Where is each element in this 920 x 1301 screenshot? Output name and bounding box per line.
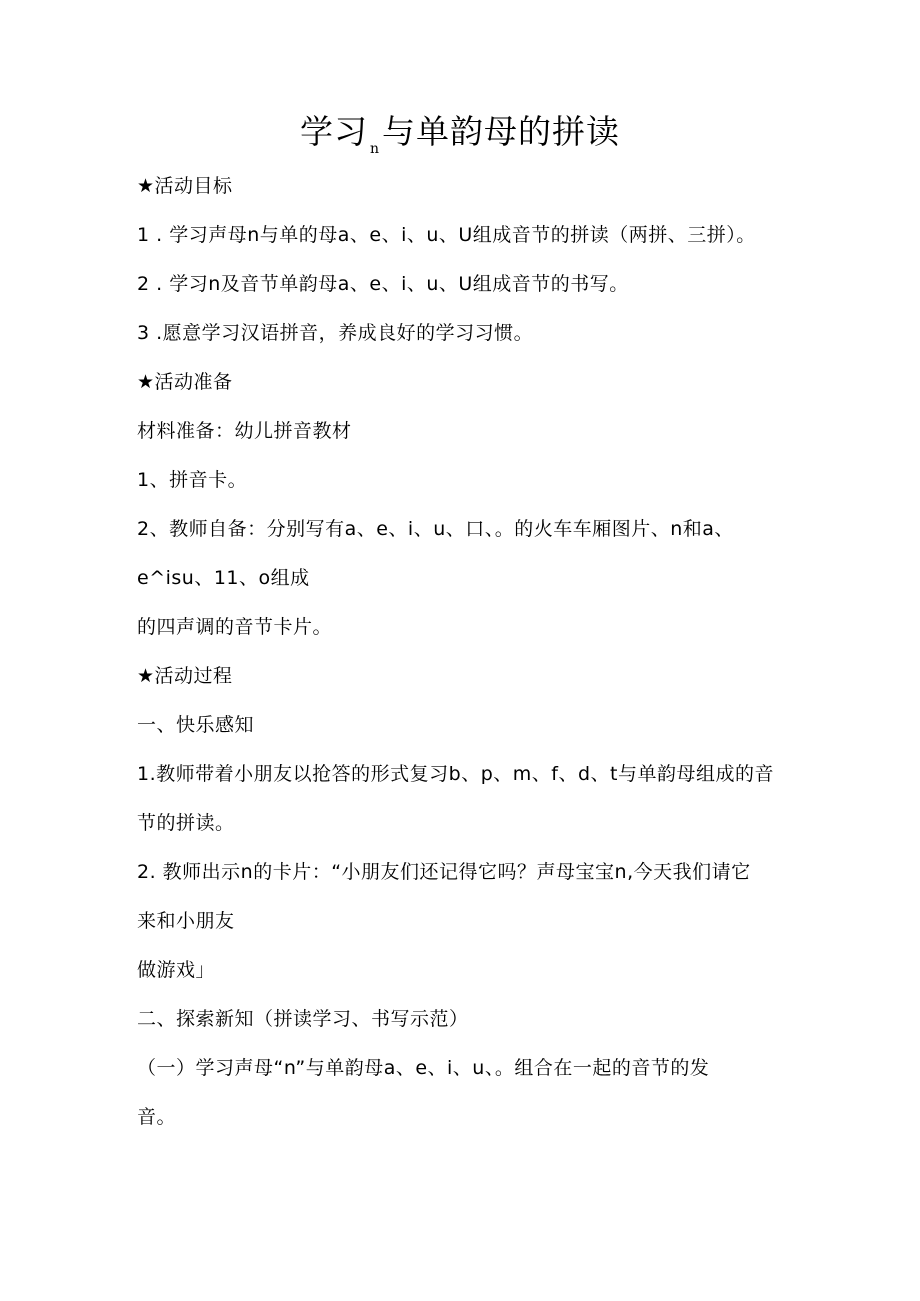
goal-item-3: 3 .愿意学习汉语拼音，养成良好的学习习惯。 bbox=[137, 322, 534, 344]
process-step-2-cont-1: 来和小朋友 bbox=[137, 910, 235, 932]
prep-item-1: 1、拼音卡。 bbox=[137, 469, 248, 491]
process-part-2-sub-1-cont: 音。 bbox=[137, 1106, 177, 1128]
prep-item-2: 2、教师自备：分别写有a、e、i、u、口、。的火车车厢图片、n和a、 bbox=[137, 518, 734, 540]
process-part-1-heading: 一、快乐感知 bbox=[137, 714, 255, 736]
prep-item-2-cont-2: 的四声调的音节卡片。 bbox=[137, 616, 333, 638]
process-step-2-cont-2: 做游戏」 bbox=[137, 959, 216, 981]
prep-item-2-cont-1: e^isu、11、o组成 bbox=[137, 567, 310, 589]
goal-item-1: 1 . 学习声母n与单的母a、e、i、u、U组成音节的拼读（两拼、三拼）。 bbox=[137, 224, 756, 246]
process-step-2: 2. 教师出示n的卡片：“小朋友们还记得它吗？声母宝宝n,今天我们请它 bbox=[137, 861, 751, 883]
process-step-1: 1.教师带着小朋友以抢答的形式复习b、p、m、f、d、t与单韵母组成的音 bbox=[137, 763, 774, 785]
title-subscript: n bbox=[369, 141, 381, 157]
section-heading-process: ★活动过程 bbox=[137, 665, 233, 687]
document-title bbox=[0, 108, 920, 163]
process-part-2-sub-1: （一）学习声母“n”与单韵母a、e、i、u、。组合在一起的音节的发 bbox=[137, 1057, 710, 1079]
material-preparation: 材料准备：幼儿拼音教材 bbox=[137, 420, 352, 442]
section-heading-goals: ★活动目标 bbox=[137, 175, 233, 197]
process-part-2-heading: 二、探索新知（拼读学习、书写示范） bbox=[137, 1008, 469, 1030]
process-step-1-cont: 节的拼读。 bbox=[137, 812, 235, 834]
title-text-post: 与单韵母的拼读 bbox=[382, 112, 621, 151]
goal-item-2: 2 . 学习n及音节单韵母a、e、i、u、U组成音节的书写。 bbox=[137, 273, 629, 295]
section-heading-preparation: ★活动准备 bbox=[137, 371, 233, 393]
title-text-pre: 学习 bbox=[299, 112, 368, 151]
